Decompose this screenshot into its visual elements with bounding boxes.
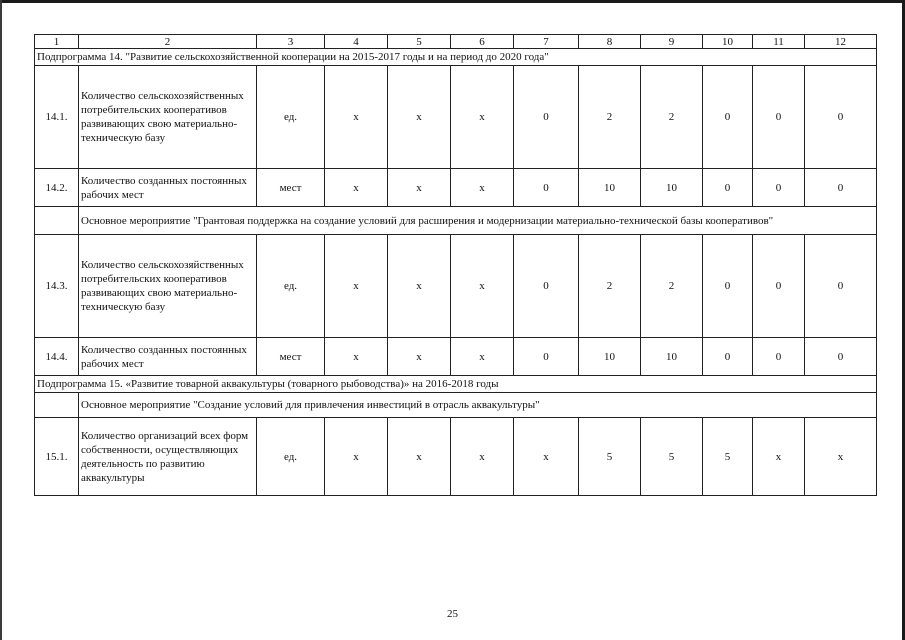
- main-measure-title: Основное мероприятие "Грантовая поддержка на создание условий для расширения и модернизации материально-технической базы кооперативов": [79, 207, 877, 235]
- value-cell: 0: [514, 66, 579, 169]
- value-cell: 0: [753, 235, 805, 338]
- row-number: 14.3.: [35, 235, 79, 338]
- table-row: [35, 169, 877, 207]
- value-cell: 0: [753, 66, 805, 169]
- value-cell: 0: [514, 235, 579, 338]
- indicator-name: Количество организаций всех форм собственности, осуществляющих деятельность по развитию аквакультуры: [79, 418, 257, 496]
- value-cell: 10: [579, 169, 641, 207]
- header-cell: 8: [579, 35, 641, 49]
- value-cell: 5: [641, 418, 703, 496]
- indicator-name: Количество сельскохозяйственных потребительских кооперативов развивающих свою материально-техническую базу: [79, 235, 257, 338]
- unit-cell: ед.: [257, 235, 325, 338]
- row-number: 14.4.: [35, 338, 79, 376]
- table-row: [35, 235, 877, 338]
- value-cell: x: [325, 66, 388, 169]
- value-cell: x: [388, 169, 451, 207]
- value-cell: x: [325, 338, 388, 376]
- value-cell: 10: [641, 338, 703, 376]
- value-cell: 0: [703, 169, 753, 207]
- subprogram-title: Подпрограмма 15. «Развитие товарной аквакультуры (товарного рыбоводства)» на 2016-2018 годы: [35, 376, 877, 393]
- main-measure-title: Основное мероприятие "Создание условий для привлечения инвестиций в отрасль аквакультуры": [79, 393, 877, 418]
- scan-border-top: [0, 0, 905, 3]
- value-cell: 2: [579, 66, 641, 169]
- indicator-table: [34, 34, 877, 496]
- value-cell: x: [388, 418, 451, 496]
- header-cell: 12: [805, 35, 877, 49]
- value-cell: 0: [805, 338, 877, 376]
- value-cell: 2: [579, 235, 641, 338]
- value-cell: x: [805, 418, 877, 496]
- empty-number-cell: [35, 393, 79, 418]
- value-cell: 0: [514, 338, 579, 376]
- value-cell: x: [388, 66, 451, 169]
- value-cell: 0: [753, 169, 805, 207]
- value-cell: 0: [753, 338, 805, 376]
- table-row: [35, 338, 877, 376]
- value-cell: x: [388, 338, 451, 376]
- value-cell: 0: [703, 235, 753, 338]
- value-cell: 5: [703, 418, 753, 496]
- subprogram-14-row: [35, 49, 877, 66]
- table-row: [35, 418, 877, 496]
- header-cell: 1: [35, 35, 79, 49]
- header-cell: 11: [753, 35, 805, 49]
- row-number: 14.2.: [35, 169, 79, 207]
- unit-cell: мест: [257, 338, 325, 376]
- header-cell: 7: [514, 35, 579, 49]
- main-measure-14-row: [35, 207, 877, 235]
- value-cell: x: [325, 169, 388, 207]
- row-number: 14.1.: [35, 66, 79, 169]
- value-cell: 0: [805, 66, 877, 169]
- row-number: 15.1.: [35, 418, 79, 496]
- header-cell: 3: [257, 35, 325, 49]
- value-cell: 5: [579, 418, 641, 496]
- indicator-name: Количество созданных постоянных рабочих мест: [79, 338, 257, 376]
- value-cell: x: [753, 418, 805, 496]
- value-cell: x: [451, 169, 514, 207]
- header-cell: 6: [451, 35, 514, 49]
- value-cell: x: [451, 418, 514, 496]
- value-cell: 10: [579, 338, 641, 376]
- subprogram-15-row: [35, 376, 877, 393]
- value-cell: x: [451, 66, 514, 169]
- value-cell: 2: [641, 235, 703, 338]
- value-cell: 0: [703, 66, 753, 169]
- header-cell: 10: [703, 35, 753, 49]
- indicator-name: Количество сельскохозяйственных потребительских кооперативов развивающих свою материально-техническую базу: [79, 66, 257, 169]
- value-cell: 0: [514, 169, 579, 207]
- value-cell: x: [325, 418, 388, 496]
- scan-border-left: [0, 0, 2, 640]
- header-cell: 4: [325, 35, 388, 49]
- value-cell: x: [451, 338, 514, 376]
- header-cell: 2: [79, 35, 257, 49]
- unit-cell: ед.: [257, 418, 325, 496]
- value-cell: 0: [805, 169, 877, 207]
- page-number: 25: [447, 608, 458, 620]
- column-number-row: [35, 35, 877, 49]
- value-cell: x: [514, 418, 579, 496]
- value-cell: x: [451, 235, 514, 338]
- value-cell: 0: [805, 235, 877, 338]
- value-cell: x: [325, 235, 388, 338]
- indicator-name: Количество созданных постоянных рабочих мест: [79, 169, 257, 207]
- value-cell: x: [388, 235, 451, 338]
- unit-cell: мест: [257, 169, 325, 207]
- value-cell: 2: [641, 66, 703, 169]
- empty-number-cell: [35, 207, 79, 235]
- header-cell: 5: [388, 35, 451, 49]
- table-row: [35, 66, 877, 169]
- unit-cell: ед.: [257, 66, 325, 169]
- value-cell: 0: [703, 338, 753, 376]
- value-cell: 10: [641, 169, 703, 207]
- main-measure-15-row: [35, 393, 877, 418]
- subprogram-title: Подпрограмма 14. "Развитие сельскохозяйственной кооперации на 2015-2017 годы и на период до 2020 года": [35, 49, 877, 66]
- header-cell: 9: [641, 35, 703, 49]
